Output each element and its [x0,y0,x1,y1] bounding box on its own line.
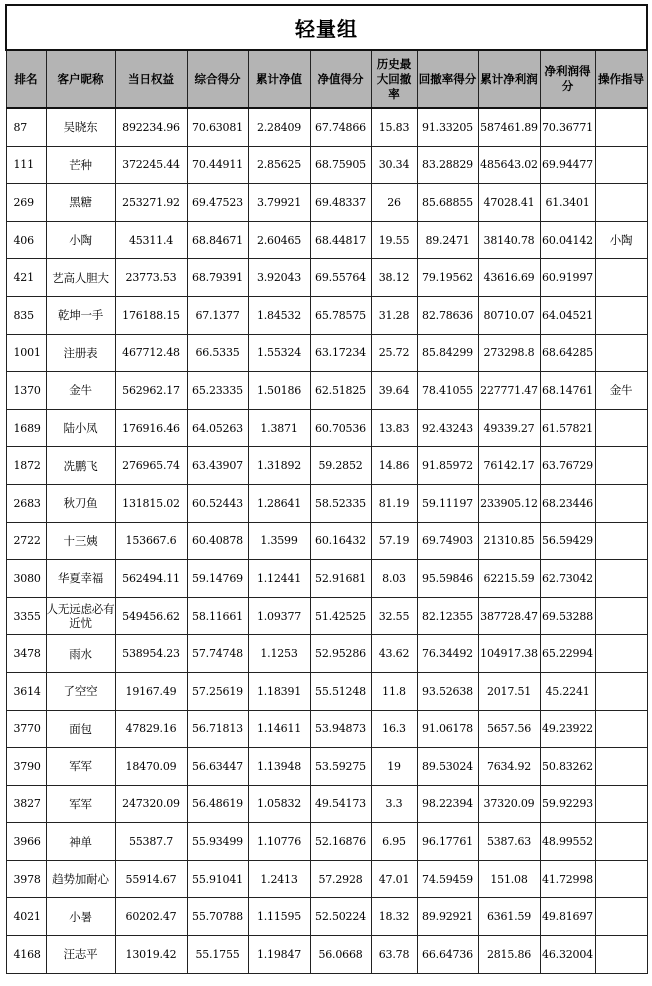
drawdown-cell: 13.83 [371,409,417,447]
total-score-cell: 68.79391 [187,259,248,297]
table-row [6,597,647,635]
rank-cell: 3355 [6,597,46,635]
nav-score-cell: 60.16432 [310,522,371,560]
total-score-cell: 69.47523 [187,184,248,222]
drawdown-score-cell: 85.84299 [417,334,478,372]
drawdown-cell: 3.3 [371,785,417,823]
drawdown-score-cell: 66.64736 [417,936,478,974]
drawdown-cell: 57.19 [371,522,417,560]
drawdown-cell: 30.34 [371,146,417,184]
drawdown-score-cell: 91.85972 [417,447,478,485]
rank-cell: 406 [6,221,46,259]
rank-cell: 4021 [6,898,46,936]
guidance-cell: 小陶 [595,221,647,259]
rank-cell: 3080 [6,560,46,598]
drawdown-score-cell: 89.53024 [417,748,478,786]
nav-score-cell: 65.78575 [310,296,371,334]
total-score-cell: 63.43907 [187,447,248,485]
col-drawdown-score-header: 回撤率得分 [417,50,478,108]
col-net-profit-header: 累计净利润 [478,50,540,108]
nav-score-cell: 63.17234 [310,334,371,372]
drawdown-cell: 81.19 [371,484,417,522]
table-row [6,108,647,146]
profit-score-cell: 48.99552 [540,823,595,861]
drawdown-score-cell: 76.34492 [417,635,478,673]
nickname-cell: 小暑 [46,898,115,936]
profit-score-cell: 56.59429 [540,522,595,560]
profit-score-cell: 49.23922 [540,710,595,748]
total-score-cell: 68.84671 [187,221,248,259]
equity-cell: 247320.09 [115,785,187,823]
rank-cell: 269 [6,184,46,222]
total-score-cell: 60.52443 [187,484,248,522]
net-profit-cell: 80710.07 [478,296,540,334]
rank-cell: 3478 [6,635,46,673]
nav-score-cell: 56.0668 [310,936,371,974]
nav-score-cell: 69.55764 [310,259,371,297]
guidance-cell [595,184,647,222]
nickname-cell: 吴晓东 [46,108,115,146]
total-score-cell: 70.44911 [187,146,248,184]
rank-cell: 1689 [6,409,46,447]
total-score-cell: 65.23335 [187,372,248,410]
profit-score-cell: 69.53288 [540,597,595,635]
col-nav-header: 累计净值 [248,50,310,108]
equity-cell: 19167.49 [115,672,187,710]
net-profit-cell: 37320.09 [478,785,540,823]
profit-score-cell: 69.94477 [540,146,595,184]
equity-cell: 276965.74 [115,447,187,485]
total-score-cell: 56.71813 [187,710,248,748]
net-profit-cell: 76142.17 [478,447,540,485]
table-row [6,146,647,184]
table-row [6,898,647,936]
equity-cell: 47829.16 [115,710,187,748]
guidance-cell [595,409,647,447]
table-body [6,108,647,973]
col-profit-score-header: 净利润得分 [540,50,595,108]
rank-cell: 3614 [6,672,46,710]
nav-cell: 3.92043 [248,259,310,297]
drawdown-score-cell: 59.11197 [417,484,478,522]
nav-cell: 1.3599 [248,522,310,560]
nav-score-cell: 52.95286 [310,635,371,673]
profit-score-cell: 45.2241 [540,672,595,710]
nav-score-cell: 58.52335 [310,484,371,522]
profit-score-cell: 61.57821 [540,409,595,447]
profit-score-cell: 62.73042 [540,560,595,598]
guidance-cell [595,259,647,297]
drawdown-score-cell: 69.74903 [417,522,478,560]
table-row [6,522,647,560]
nickname-cell: 面包 [46,710,115,748]
nickname-cell: 冼鹏飞 [46,447,115,485]
drawdown-score-cell: 82.12355 [417,597,478,635]
guidance-cell [595,296,647,334]
net-profit-cell: 104917.38 [478,635,540,673]
table-row [6,710,647,748]
equity-cell: 13019.42 [115,936,187,974]
table-row [6,635,647,673]
nav-score-cell: 69.48337 [310,184,371,222]
profit-score-cell: 64.04521 [540,296,595,334]
table-row [6,936,647,974]
profit-score-cell: 68.14761 [540,372,595,410]
equity-cell: 892234.96 [115,108,187,146]
drawdown-score-cell: 74.59459 [417,860,478,898]
equity-cell: 562962.17 [115,372,187,410]
rank-cell: 1370 [6,372,46,410]
drawdown-cell: 31.28 [371,296,417,334]
net-profit-cell: 38140.78 [478,221,540,259]
equity-cell: 55387.7 [115,823,187,861]
nickname-cell: 金牛 [46,372,115,410]
table-row [6,447,647,485]
rank-cell: 3827 [6,785,46,823]
drawdown-score-cell: 89.92921 [417,898,478,936]
nickname-cell: 神单 [46,823,115,861]
rank-cell: 3978 [6,860,46,898]
table-row [6,860,647,898]
guidance-cell [595,823,647,861]
nickname-cell: 陆小凤 [46,409,115,447]
net-profit-cell: 151.08 [478,860,540,898]
table-row [6,823,647,861]
drawdown-score-cell: 91.06178 [417,710,478,748]
nickname-cell: 黑糖 [46,184,115,222]
guidance-cell [595,635,647,673]
profit-score-cell: 61.3401 [540,184,595,222]
drawdown-cell: 19.55 [371,221,417,259]
profit-score-cell: 46.32004 [540,936,595,974]
total-score-cell: 55.1755 [187,936,248,974]
table-row [6,296,647,334]
nickname-cell: 注册表 [46,334,115,372]
profit-score-cell: 70.36771 [540,108,595,146]
net-profit-cell: 387728.47 [478,597,540,635]
nav-score-cell: 49.54173 [310,785,371,823]
nav-score-cell: 52.50224 [310,898,371,936]
rank-cell: 87 [6,108,46,146]
profit-score-cell: 60.04142 [540,221,595,259]
table-row [6,560,647,598]
drawdown-cell: 43.62 [371,635,417,673]
col-nav-score-header: 净值得分 [310,50,371,108]
table-row [6,672,647,710]
net-profit-cell: 21310.85 [478,522,540,560]
net-profit-cell: 47028.41 [478,184,540,222]
equity-cell: 55914.67 [115,860,187,898]
equity-cell: 372245.44 [115,146,187,184]
nav-cell: 1.09377 [248,597,310,635]
guidance-cell [595,560,647,598]
table-row [6,409,647,447]
profit-score-cell: 68.23446 [540,484,595,522]
nickname-cell: 艺高人胆大 [46,259,115,297]
col-nickname-header: 客户昵称 [46,50,115,108]
guidance-cell [595,522,647,560]
rank-cell: 3966 [6,823,46,861]
nickname-cell: 了空空 [46,672,115,710]
guidance-cell [595,936,647,974]
nav-cell: 1.14611 [248,710,310,748]
nav-cell: 1.13948 [248,748,310,786]
column-header-row [6,50,647,108]
drawdown-cell: 16.3 [371,710,417,748]
net-profit-cell: 485643.02 [478,146,540,184]
drawdown-cell: 8.03 [371,560,417,598]
nav-score-cell: 62.51825 [310,372,371,410]
equity-cell: 176188.15 [115,296,187,334]
nav-score-cell: 53.94873 [310,710,371,748]
equity-cell: 60202.47 [115,898,187,936]
guidance-cell [595,672,647,710]
nav-cell: 1.18391 [248,672,310,710]
rank-cell: 3790 [6,748,46,786]
total-score-cell: 70.63081 [187,108,248,146]
ranking-sheet [5,4,646,974]
net-profit-cell: 227771.47 [478,372,540,410]
drawdown-score-cell: 92.43243 [417,409,478,447]
rank-cell: 1872 [6,447,46,485]
total-score-cell: 55.70788 [187,898,248,936]
nav-cell: 1.11595 [248,898,310,936]
profit-score-cell: 68.64285 [540,334,595,372]
guidance-cell [595,146,647,184]
nav-cell: 1.28641 [248,484,310,522]
nav-cell: 2.85625 [248,146,310,184]
drawdown-cell: 63.78 [371,936,417,974]
nickname-cell: 华夏幸福 [46,560,115,598]
net-profit-cell: 5657.56 [478,710,540,748]
drawdown-cell: 6.95 [371,823,417,861]
guidance-cell [595,785,647,823]
nav-score-cell: 52.16876 [310,823,371,861]
profit-score-cell: 41.72998 [540,860,595,898]
drawdown-cell: 18.32 [371,898,417,936]
nickname-cell: 乾坤一手 [46,296,115,334]
nav-cell: 2.60465 [248,221,310,259]
equity-cell: 131815.02 [115,484,187,522]
total-score-cell: 56.63447 [187,748,248,786]
nav-cell: 1.31892 [248,447,310,485]
nickname-cell: 秋刀鱼 [46,484,115,522]
drawdown-cell: 11.8 [371,672,417,710]
nav-cell: 1.55324 [248,334,310,372]
table-row [6,372,647,410]
drawdown-score-cell: 95.59846 [417,560,478,598]
total-score-cell: 64.05263 [187,409,248,447]
profit-score-cell: 63.76729 [540,447,595,485]
profit-score-cell: 60.91997 [540,259,595,297]
rank-cell: 2683 [6,484,46,522]
col-equity-header: 当日权益 [115,50,187,108]
nickname-cell: 小陶 [46,221,115,259]
drawdown-score-cell: 98.22394 [417,785,478,823]
rank-cell: 111 [6,146,46,184]
guidance-cell: 金牛 [595,372,647,410]
equity-cell: 549456.62 [115,597,187,635]
nav-score-cell: 60.70536 [310,409,371,447]
equity-cell: 18470.09 [115,748,187,786]
total-score-cell: 66.5335 [187,334,248,372]
total-score-cell: 57.25619 [187,672,248,710]
drawdown-cell: 14.86 [371,447,417,485]
equity-cell: 538954.23 [115,635,187,673]
nav-cell: 1.12441 [248,560,310,598]
table-row [6,748,647,786]
total-score-cell: 57.74748 [187,635,248,673]
guidance-cell [595,484,647,522]
nav-score-cell: 52.91681 [310,560,371,598]
table-title: 轻量组 [6,5,647,50]
nav-score-cell: 55.51248 [310,672,371,710]
total-score-cell: 59.14769 [187,560,248,598]
profit-score-cell: 65.22994 [540,635,595,673]
net-profit-cell: 43616.69 [478,259,540,297]
nav-score-cell: 59.2852 [310,447,371,485]
nav-score-cell: 68.75905 [310,146,371,184]
drawdown-score-cell: 82.78636 [417,296,478,334]
net-profit-cell: 2017.51 [478,672,540,710]
drawdown-cell: 39.64 [371,372,417,410]
nickname-cell: 雨水 [46,635,115,673]
nav-score-cell: 53.59275 [310,748,371,786]
total-score-cell: 58.11661 [187,597,248,635]
col-rank-header: 排名 [6,50,46,108]
equity-cell: 562494.11 [115,560,187,598]
profit-score-cell: 59.92293 [540,785,595,823]
guidance-cell [595,597,647,635]
rank-cell: 421 [6,259,46,297]
net-profit-cell: 233905.12 [478,484,540,522]
equity-cell: 176916.46 [115,409,187,447]
guidance-cell [595,748,647,786]
table-row [6,785,647,823]
col-guidance-header: 操作指导 [595,50,647,108]
rank-cell: 2722 [6,522,46,560]
table-row [6,184,647,222]
table-row [6,259,647,297]
guidance-cell [595,898,647,936]
nickname-cell: 芒种 [46,146,115,184]
equity-cell: 467712.48 [115,334,187,372]
drawdown-cell: 26 [371,184,417,222]
rank-cell: 835 [6,296,46,334]
nickname-cell: 汪志平 [46,936,115,974]
net-profit-cell: 49339.27 [478,409,540,447]
drawdown-score-cell: 91.33205 [417,108,478,146]
rank-cell: 3770 [6,710,46,748]
ranking-table [5,4,648,974]
total-score-cell: 55.91041 [187,860,248,898]
profit-score-cell: 50.83262 [540,748,595,786]
nav-score-cell: 68.44817 [310,221,371,259]
table-row [6,484,647,522]
total-score-cell: 67.1377 [187,296,248,334]
nav-cell: 1.19847 [248,936,310,974]
net-profit-cell: 2815.86 [478,936,540,974]
net-profit-cell: 62215.59 [478,560,540,598]
nav-cell: 1.84532 [248,296,310,334]
nav-cell: 3.79921 [248,184,310,222]
nickname-cell: 趋势加耐心 [46,860,115,898]
drawdown-score-cell: 85.68855 [417,184,478,222]
rank-cell: 1001 [6,334,46,372]
drawdown-cell: 25.72 [371,334,417,372]
equity-cell: 45311.4 [115,221,187,259]
drawdown-score-cell: 79.19562 [417,259,478,297]
nav-cell: 1.50186 [248,372,310,410]
nickname-cell: 十三姨 [46,522,115,560]
net-profit-cell: 5387.63 [478,823,540,861]
total-score-cell: 55.93499 [187,823,248,861]
guidance-cell [595,710,647,748]
drawdown-score-cell: 83.28829 [417,146,478,184]
equity-cell: 23773.53 [115,259,187,297]
drawdown-score-cell: 78.41055 [417,372,478,410]
equity-cell: 253271.92 [115,184,187,222]
nav-cell: 1.3871 [248,409,310,447]
col-total-score-header: 综合得分 [187,50,248,108]
drawdown-cell: 19 [371,748,417,786]
nav-cell: 1.10776 [248,823,310,861]
guidance-cell [595,447,647,485]
guidance-cell [595,334,647,372]
equity-cell: 153667.6 [115,522,187,560]
col-max-drawdown-header: 历史最大回撤率 [371,50,417,108]
drawdown-cell: 47.01 [371,860,417,898]
nav-score-cell: 51.42525 [310,597,371,635]
drawdown-cell: 15.83 [371,108,417,146]
drawdown-cell: 38.12 [371,259,417,297]
drawdown-score-cell: 93.52638 [417,672,478,710]
nav-score-cell: 57.2928 [310,860,371,898]
nav-cell: 2.28409 [248,108,310,146]
rank-cell: 4168 [6,936,46,974]
drawdown-score-cell: 96.17761 [417,823,478,861]
nav-score-cell: 67.74866 [310,108,371,146]
profit-score-cell: 49.81697 [540,898,595,936]
nav-cell: 1.2413 [248,860,310,898]
nickname-cell: 军军 [46,748,115,786]
nickname-cell: 人无远虑必有近忧 [46,597,115,635]
guidance-cell [595,860,647,898]
table-row [6,221,647,259]
nav-cell: 1.1253 [248,635,310,673]
net-profit-cell: 273298.8 [478,334,540,372]
total-score-cell: 60.40878 [187,522,248,560]
drawdown-score-cell: 89.2471 [417,221,478,259]
guidance-cell [595,108,647,146]
total-score-cell: 56.48619 [187,785,248,823]
drawdown-cell: 32.55 [371,597,417,635]
net-profit-cell: 587461.89 [478,108,540,146]
nav-cell: 1.05832 [248,785,310,823]
nickname-cell: 军军 [46,785,115,823]
net-profit-cell: 7634.92 [478,748,540,786]
table-row [6,334,647,372]
net-profit-cell: 6361.59 [478,898,540,936]
